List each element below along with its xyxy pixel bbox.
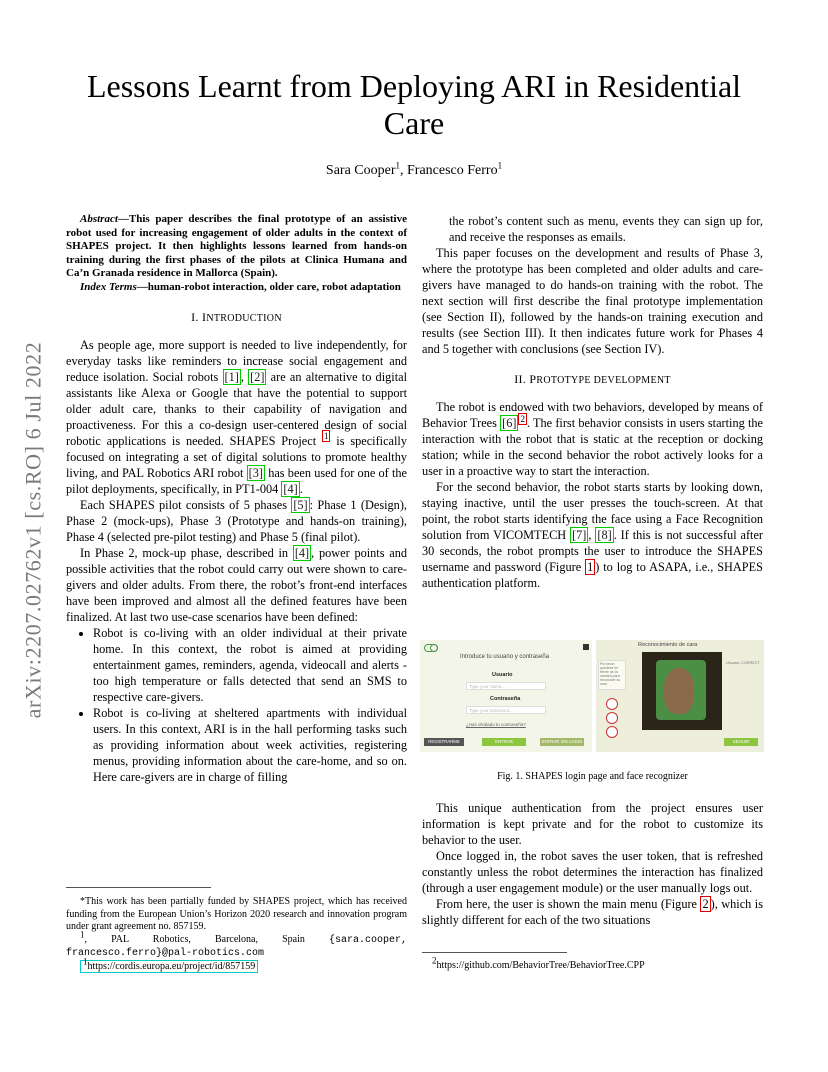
list-item: • Robot is co-living at sheltered apartments with individual users. In this context, ARI is in the hall performing tasks such as providing information about week activities, registering menus, providing information about the care-home, and so on. Here care-givers are in charge of filling xyxy=(93,705,407,785)
face-icon[interactable] xyxy=(606,726,618,738)
index-terms: Index Terms—human-robot interaction, older care, robot adaptation xyxy=(80,280,401,293)
citation-link[interactable]: [7] xyxy=(572,528,587,542)
password-label: Contraseña xyxy=(490,696,521,702)
author-2: Francesco Ferro xyxy=(407,163,498,178)
citation-link[interactable]: [2] xyxy=(250,369,265,384)
next-button[interactable]: SEGUIR xyxy=(724,738,758,746)
username-label: Usuario xyxy=(492,672,513,678)
face-caption: Reconocimiento de cara xyxy=(638,642,698,648)
citation-link[interactable]: [4] xyxy=(294,545,310,560)
camera-feed xyxy=(642,652,722,730)
face-image xyxy=(664,668,694,714)
recognition-status: Usuario: CORRECT xyxy=(726,661,760,665)
enter-button[interactable]: ENTRAR xyxy=(482,738,526,746)
footnote-rule xyxy=(66,887,211,888)
footnote-2: $^2$https://github.com/BehaviorTree/BehaviorTree.CPP xyxy=(432,955,645,971)
intro-paragraph-1: As people age, more support is needed to live independently, for everyday tasks like reminders to increase social engagement and reduce isolation. Social robots [1] , [2] are an alternative to digital assistants like Alexa or Google that have the potential to support older adult care, thanks to their capability of navigation and proactiveness. For this a co-design user-centered design of social robotic applications is needed. SHAPES Project $^1$ is specifically focused on integrating a set of digital solutions to promote healthy living, and PAL Robotics ARI robot [3] has been used for one of the pilot deployments, specifically, in PT1-004 [4] . xyxy=(66,337,407,496)
intro-paragraph-2: Each SHAPES pilot consists of 5 phases [5] : Phase 1 (Design), Phase 2 (mock-ups), Phase 3 (Prototype and hands-on training), Phase 4 (selected pre-pilot testing) and Phase 5 (final pilot). xyxy=(66,497,407,544)
face-icon[interactable] xyxy=(606,698,618,710)
citation-link[interactable]: [6] xyxy=(502,416,517,430)
guest-button[interactable]: ENTRAR SIN LOGIN xyxy=(541,739,583,744)
abstract: Abstract—This paper describes the final prototype of an assistive robot used for increasing engagement of older adults in the context of SHAPES project. It then highlights lessons learned from hands-on training during the first phases of the pilots at Clinica Humana and Ca’n Granada residence in Mallorca (Spain). xyxy=(66,213,407,280)
forgot-password-link[interactable]: ¿Has olvidado tu contraseña? xyxy=(466,722,526,727)
bullet-continuation: the robot’s content such as menu, events they can sign up for, and receive the responses as emails. xyxy=(449,214,763,244)
affiliation-note: $^1$, PAL Robotics, Barcelona, Spain {sara.cooper, francesco.ferro}@pal-robotics.com xyxy=(66,929,407,959)
scenario-list xyxy=(66,625,407,785)
right-paragraph-4: This unique authentication from the project ensures user information is kept private and for the robot to customize its behavior to the user. xyxy=(422,801,763,847)
left-column xyxy=(66,213,407,785)
citation-link[interactable]: [1] xyxy=(224,369,239,384)
instruction-box: Por favor, quédese en frente de la cámara para reconocer su cara xyxy=(598,660,626,690)
camera-icon xyxy=(583,644,589,650)
right-paragraph-3: For the second behavior, the robot starts starts by looking down, staying inactive, until the user presses the touch-screen. At that point, the robot starts identifying the face using a Face Recognition solution from VICOMTECH [7] , [8] . If this is not successful after 30 seconds, the robot prompts the user to introduce the SHAPES username and password (Figure 1 ) to log to ASAPA, i.e., SHAPES authentication platform. xyxy=(422,480,764,590)
url-note xyxy=(66,956,407,974)
right-paragraph-1: This paper focuses on the development and results of Phase 3, where the prototype has been completed and older adults and care-givers have managed to do hands-on training with the robot. The next section will first describe the final prototype implementation (see Section II), followed by the hands-on training execution and results (see Section III). It then indicates future work for Phases 4 and 5 together with conclusions (see Section IV). xyxy=(422,246,763,356)
footnote-link[interactable]: 2 xyxy=(520,413,525,424)
github-url: https://github.com/BehaviorTree/BehaviorTree.CPP xyxy=(436,960,645,971)
list-item: • Robot is co-living with an older individual at their private home. In this context, the robot is aimed at providing entertainment games, reminders, agenda, videocall and alerts - too high temperature or falls detected that send an SMS to respective care-givers. xyxy=(93,625,407,705)
username-input[interactable]: Type your name... xyxy=(466,682,546,690)
right-paragraph-2: The robot is endowed with two behaviors, developed by means of Behavior Trees [6] $^2$ . The first behavior consists in users starting the interaction with the robot that is static at the reception or docking station; while in the second behavior the robot actively looks for a user in a proactive way to start the interaction. xyxy=(422,400,763,478)
right-paragraph-5: Once logged in, the robot saves the user token, that is refreshed constantly unless the robot determines the interaction has finalized (through a user engagement module) or the user manually logs out. xyxy=(422,849,763,895)
citation-link[interactable]: [4] xyxy=(283,481,298,496)
citation-link[interactable]: [3] xyxy=(248,465,263,480)
login-header: Introduce tu usuario y contraseña xyxy=(460,654,550,660)
shapes-logo-icon xyxy=(430,644,438,652)
right-column xyxy=(422,213,763,591)
login-screenshot xyxy=(420,640,592,752)
figure-link[interactable]: 1 xyxy=(587,560,594,574)
arxiv-watermark xyxy=(13,300,53,760)
arxiv-id: arXiv:2207.02762v1 [cs.RO] 6 Jul 2022 xyxy=(20,341,45,719)
funding-note: *This work has been partially funded by SHAPES project, which has received funding from the European Union’s Horizon 2020 research and innovation program under grant agreement no. 857159. xyxy=(66,896,407,932)
cordis-link[interactable]: $^1$https://cordis.europa.eu/project/id/857159 xyxy=(80,960,258,973)
face-icon[interactable] xyxy=(606,712,618,724)
right-column-lower xyxy=(422,800,763,928)
paper-title: Lessons Learnt from Deploying ARI in Residential Care xyxy=(86,68,742,141)
section-heading-introduction: I. INTRODUCTION xyxy=(191,309,282,324)
citation-link[interactable]: [8] xyxy=(597,528,612,542)
figure-caption: Fig. 1. SHAPES login page and face recognizer xyxy=(497,771,688,782)
email: {sara.cooper, francesco.ferro}@pal-robotics.com xyxy=(66,934,407,959)
right-paragraph-6: From here, the user is shown the main menu (Figure 2 ), which is slightly different for each of the two situations xyxy=(422,897,763,927)
footnote-rule xyxy=(422,952,567,953)
citation-link[interactable]: [5] xyxy=(293,497,308,512)
figure-link[interactable]: 2 xyxy=(702,897,709,911)
author-line: Sara Cooper$^1$, Francesco Ferro$^1$ xyxy=(325,160,503,178)
footnote-link[interactable]: 1 xyxy=(323,431,329,442)
register-button[interactable]: REGISTRARME xyxy=(424,738,464,746)
section-heading-prototype: II. PROTOTYPE DEVELOPMENT xyxy=(514,372,671,386)
password-input[interactable]: Type your password... xyxy=(466,706,546,714)
face-recognizer-screenshot xyxy=(596,640,764,752)
footnotes xyxy=(66,896,407,973)
intro-paragraph-3: In Phase 2, mock-up phase, described in [4] , power points and possible activities that the robot could carry out were shown to care-givers and older adults. From there, the robot’s front-end interfaces have been improved and almost all the defined features have been finalized. At last two use-case scenarios have been defined: xyxy=(66,545,407,624)
figure-1 xyxy=(420,640,764,752)
author-1: Sara Cooper xyxy=(325,163,396,178)
